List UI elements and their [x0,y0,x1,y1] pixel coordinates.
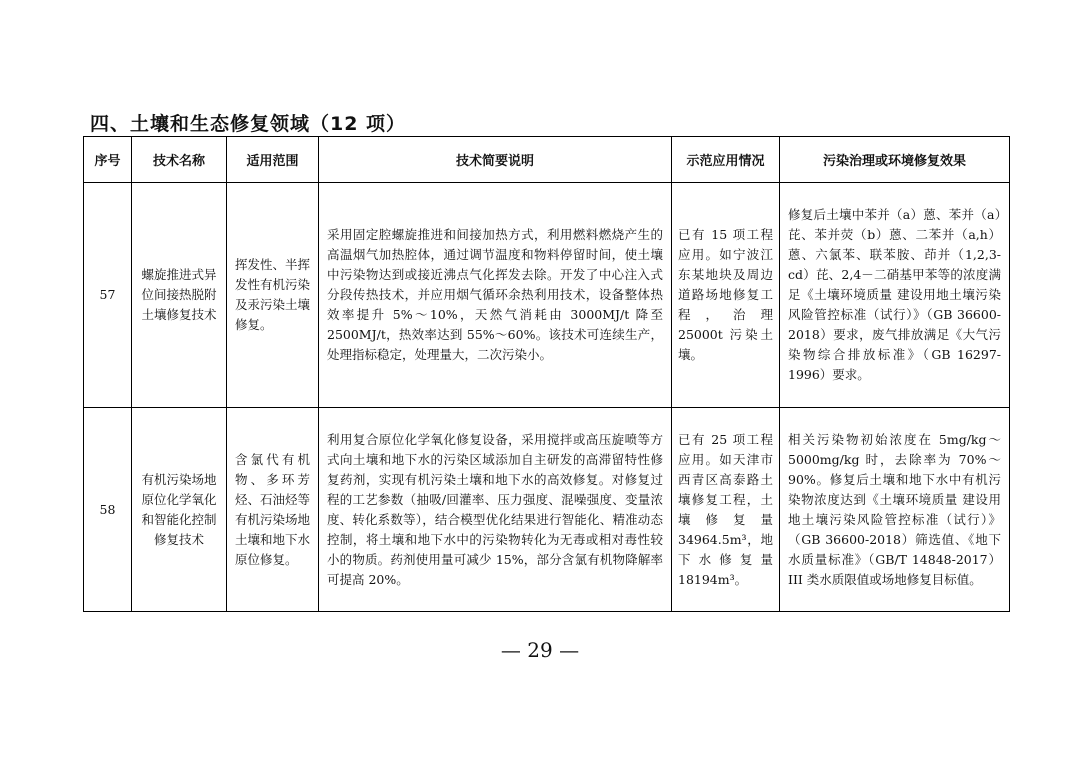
header-demo: 示范应用情况 [672,137,780,183]
cell-seq: 58 [84,408,132,612]
header-scope: 适用范围 [227,137,319,183]
table-row [84,183,1010,408]
section-title: 四、土壤和生态修复领域（12 项） [90,113,407,135]
cell-demo: 已有 25 项工程应用。如天津市西青区高泰路土壤修复工程，土壤修复量 34964.5m³，地下水修复量 18194m³。 [672,408,780,612]
cell-name: 有机污染场地原位化学氧化和智能化控制修复技术 [132,408,227,612]
cell-description: 采用固定腔螺旋推进和间接加热方式，利用燃料燃烧产生的高温烟气加热腔体，通过调节温度和物料停留时间，使土壤中污染物达到或接近沸点气化挥发去除。开发了中心注入式分段传热技术，并应用烟气循环余热利用技术，设备整体热效率提升 5%～10%，天然气消耗由 3000MJ/t 降至 2500MJ/t，热效率达到 55%～60%。该技术可连续生产，处理指标稳定，处理量大，二次污染小。 [319,183,672,408]
header-effect: 污染治理或环境修复效果 [780,137,1010,183]
table-header-row [84,137,1010,183]
technology-table [83,136,1010,612]
table-row [84,408,1010,612]
header-description: 技术简要说明 [319,137,672,183]
cell-effect: 修复后土壤中苯并（a）蒽、苯并（a）芘、苯并荧（b）蒽、二苯并（a,h）蒽、六氯苯、联苯胺、茚并（1,2,3-cd）芘、2,4－二硝基甲苯等的浓度满足《土壤环境质量 建设用地土壤污染风险管控标准（试行）》（GB 36600-2018）要求，废气排放满足《大气污染物综合排放标准》（GB 16297-1996）要求。 [780,183,1010,408]
header-name: 技术名称 [132,137,227,183]
cell-description: 利用复合原位化学氧化修复设备，采用搅拌或高压旋喷等方式向土壤和地下水的污染区域添加自主研发的高滞留特性修复药剂，实现有机污染土壤和地下水的高效修复。对修复过程的工艺参数（抽吸/回灌率、压力强度、混噪强度、变量浓度、转化系数等），结合模型优化结果进行智能化、精准动态控制，将土壤和地下水中的污染物转化为无毒或相对毒性较小的物质。药剂使用量可减少 15%，部分含氯有机物降解率可提高 20%。 [319,408,672,612]
cell-name: 螺旋推进式异位间接热脱附土壤修复技术 [132,183,227,408]
cell-effect: 相关污染物初始浓度在 5mg/kg～5000mg/kg 时，去除率为 70%～90%。修复后土壤和地下水中有机污染物浓度达到《土壤环境质量 建设用地土壤污染风险管控标准（试行）》（GB 36600-2018）筛选值、《地下水质量标准》（GB/T 14848-2017）III 类水质限值或场地修复目标值。 [780,408,1010,612]
cell-scope: 挥发性、半挥发性有机污染及汞污染土壤修复。 [227,183,319,408]
cell-demo: 已有 15 项工程应用。如宁波江东某地块及周边道路场地修复工程，治理 25000t 污染土壤。 [672,183,780,408]
cell-seq: 57 [84,183,132,408]
page-number: — 29 — [500,638,580,662]
header-seq: 序号 [84,137,132,183]
cell-scope: 含氯代有机物、多环芳烃、石油烃等有机污染场地土壤和地下水原位修复。 [227,408,319,612]
